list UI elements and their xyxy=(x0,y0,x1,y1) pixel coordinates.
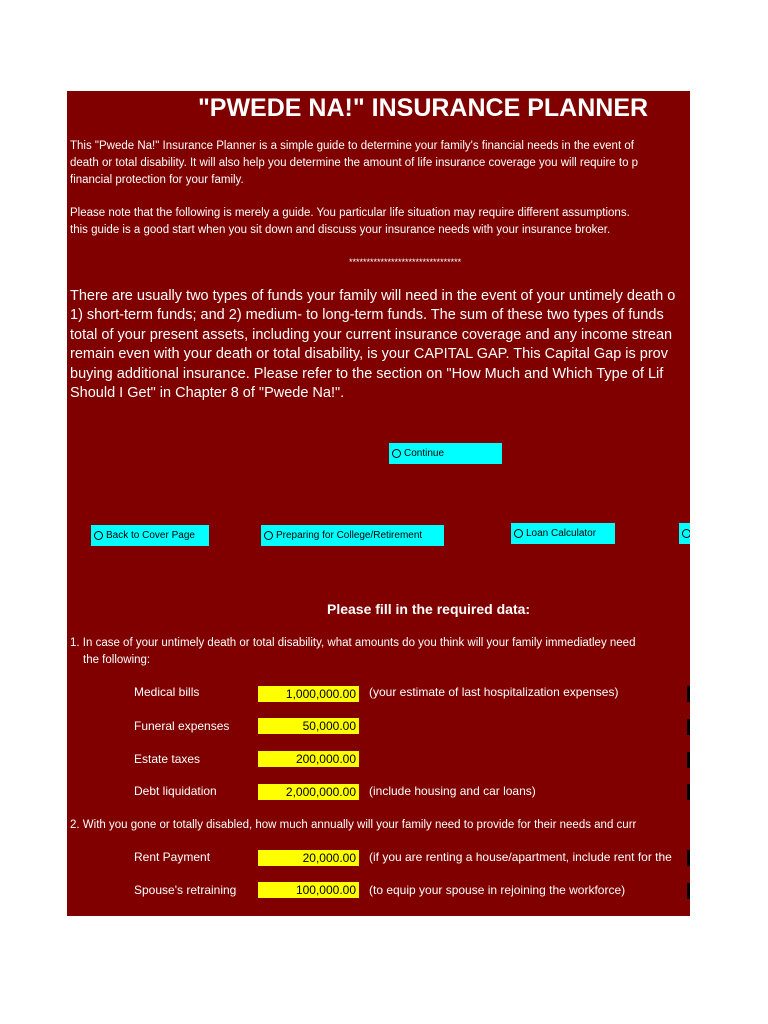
explanation-line-2: 1) short-term funds; and 2) medium- to long-term funds. The sum of these two types of funds xyxy=(70,307,664,323)
cell-edge xyxy=(687,850,690,866)
question-1-line-2: the following: xyxy=(83,654,151,666)
explanation-line-6: Should I Get" in Chapter 8 of "Pwede Na!". xyxy=(70,385,345,401)
funeral-expenses-input[interactable] xyxy=(258,718,359,734)
spouse-retraining-label: Spouse's retraining xyxy=(134,883,237,897)
college-retirement-label: Preparing for College/Retirement xyxy=(276,530,423,541)
note-line-1: Please note that the following is merely a guide. You particular life situation may require different assumptions. xyxy=(70,207,630,219)
radio-icon xyxy=(514,529,523,538)
continue-button[interactable] xyxy=(389,443,502,464)
spouse-retraining-note: (to equip your spouse in rejoining the workforce) xyxy=(369,883,626,897)
estate-taxes-input[interactable] xyxy=(258,751,359,767)
medical-bills-note: (your estimate of last hospitalization expenses) xyxy=(369,685,619,699)
cell-edge xyxy=(687,686,690,702)
continue-label: Continue xyxy=(404,448,445,459)
radio-icon xyxy=(264,531,273,540)
radio-icon xyxy=(392,449,401,458)
college-retirement-button[interactable] xyxy=(261,525,444,546)
debt-liquidation-input[interactable] xyxy=(258,784,359,800)
partial-button[interactable] xyxy=(679,523,690,544)
intro-line-3: financial protection for your family. xyxy=(70,174,244,186)
intro-line-1: This "Pwede Na!" Insurance Planner is a simple guide to determine your family's financial needs in the event of xyxy=(70,140,634,152)
estate-taxes-label: Estate taxes xyxy=(134,752,201,766)
separator: ******************************** xyxy=(349,257,462,267)
explanation-line-4: remain even with your death or total disability, is your CAPITAL GAP. This Capital Gap is prov xyxy=(70,346,668,362)
cell-edge xyxy=(687,719,690,735)
radio-icon xyxy=(682,529,690,538)
rent-payment-label: Rent Payment xyxy=(134,850,211,864)
explanation-line-5: buying additional insurance. Please refer to the section on "How Much and Which Type of Lif xyxy=(70,366,664,382)
medical-bills-input[interactable] xyxy=(258,686,359,702)
rent-payment-note: (if you are renting a house/apartment, include rent for the xyxy=(369,850,672,864)
loan-calculator-button[interactable] xyxy=(511,523,615,544)
back-to-cover-button[interactable] xyxy=(91,525,209,546)
explanation-line-1: There are usually two types of funds your family will need in the event of your untimely death o xyxy=(70,288,676,304)
question-1-line-1: 1. In case of your untimely death or total disability, what amounts do you think will your family immediatley need xyxy=(70,637,636,649)
page-title: "PWEDE NA!" INSURANCE PLANNER xyxy=(197,94,649,122)
debt-liquidation-note: (include housing and car loans) xyxy=(369,784,536,798)
debt-liquidation-label: Debt liquidation xyxy=(134,784,217,798)
cell-edge xyxy=(687,883,690,899)
section-title: Please fill in the required data: xyxy=(327,601,531,617)
spouse-retraining-input[interactable] xyxy=(258,882,359,898)
cell-edge xyxy=(687,784,690,800)
loan-calculator-label: Loan Calculator xyxy=(526,528,597,539)
back-to-cover-label: Back to Cover Page xyxy=(106,530,195,541)
medical-bills-label: Medical bills xyxy=(134,685,200,699)
explanation-line-3: total of your present assets, including your current insurance coverage and any income strean xyxy=(70,327,673,343)
radio-icon xyxy=(94,531,103,540)
note-line-2: this guide is a good start when you sit down and discuss your insurance needs with your insurance broker. xyxy=(70,224,611,236)
planner-sheet xyxy=(67,91,690,916)
cell-edge xyxy=(687,752,690,768)
rent-payment-input[interactable] xyxy=(258,850,359,866)
funeral-expenses-label: Funeral expenses xyxy=(134,719,230,733)
question-2: 2. With you gone or totally disabled, how much annually will your family need to provide for their needs and curr xyxy=(70,819,637,831)
intro-line-2: death or total disability. It will also help you determine the amount of life insurance coverage you will require to p xyxy=(70,157,639,169)
